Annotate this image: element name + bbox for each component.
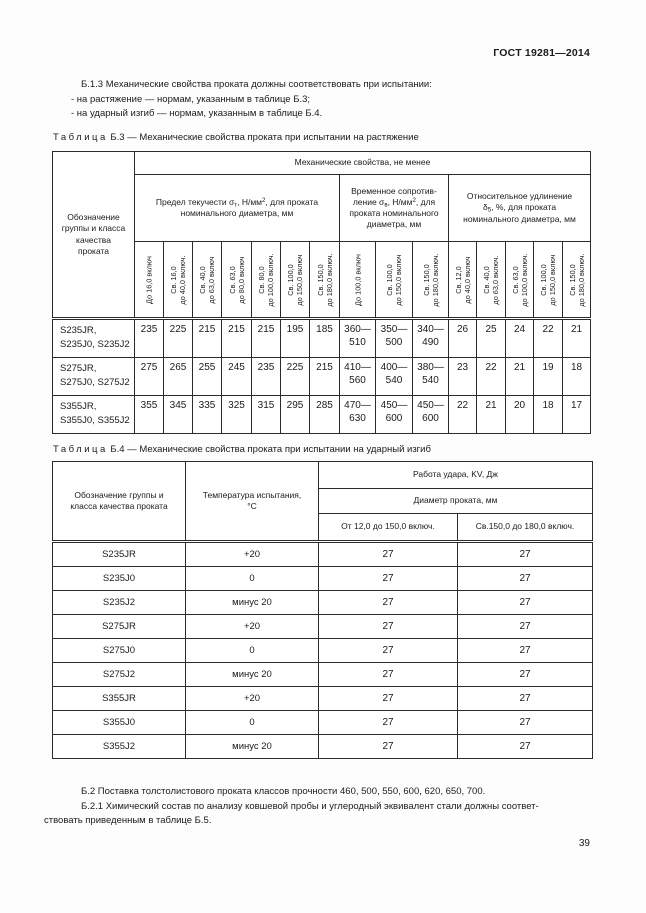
- b4-kv-cell: 27: [458, 663, 593, 687]
- table-b4-caption: [53, 444, 431, 455]
- b3-diameter-range-header: [534, 242, 563, 319]
- b4-temp-cell: минус 20: [186, 663, 319, 687]
- b4-temp-cell: 0: [186, 711, 319, 735]
- b4-kv-cell: 27: [319, 663, 458, 687]
- standard-number: ГОСТ 19281—2014: [493, 47, 590, 59]
- vertical-label: Св. 150,0 до 180,0 включ.: [567, 252, 586, 307]
- vertical-label: Св. 100,0 до 150,0 включ: [384, 253, 403, 306]
- intro-line-3: - на ударный изгиб — нормам, указанным в таблице Б.4.: [71, 108, 323, 119]
- b4-row: [53, 591, 593, 615]
- b4-kv-cell: 27: [319, 639, 458, 663]
- b3-value-cell: 295: [281, 396, 310, 434]
- b3-value-cell: 19: [534, 358, 563, 396]
- b3-value-cell: 235: [252, 358, 281, 396]
- b3-value-cell: 225: [281, 358, 310, 396]
- b3-diameter-range-header: [310, 242, 340, 319]
- b3-row: [53, 319, 591, 358]
- b3-diameter-range-header: [506, 242, 534, 319]
- b3-value-cell: 25: [477, 319, 506, 358]
- intro-line-2: - на растяжение — нормам, указанным в таблице Б.3;: [71, 93, 311, 105]
- b3-mechanical-properties-header: Механические свойства, не менее: [135, 152, 591, 175]
- b4-kv-cell: 27: [319, 687, 458, 711]
- b3-designation-line: качества: [76, 234, 111, 245]
- outro-line-1: Б.2 Поставка толстолистового проката классов прочности 460, 500, 550, 600, 620, 650, 700.: [81, 786, 486, 797]
- b4-grade-cell: S355J2: [53, 735, 186, 759]
- subscript: 5: [487, 206, 492, 214]
- b4-kv-cell: 27: [319, 711, 458, 735]
- header-text: , для: [415, 196, 436, 207]
- b4-row: [53, 687, 593, 711]
- header-text: ление σ: [352, 196, 385, 207]
- outro-line-3: ствовать приведенным в таблице Б.5.: [44, 815, 212, 826]
- b4-range-1-header: От 12,0 до 150,0 включ.: [319, 514, 458, 542]
- b3-value-cell: 22: [534, 319, 563, 358]
- b4-designation-header: Обозначение группы и класса качества проката: [53, 462, 186, 542]
- vertical-label: Св. 100,0 до 150,0 включ: [285, 253, 304, 306]
- caption-text: — Механические свойства проката при испытании на растяжение: [127, 132, 419, 143]
- b4-diameter-header: Диаметр проката, мм: [319, 489, 593, 514]
- vertical-label: До 16,0 включ: [144, 255, 154, 304]
- outro-line-2: Б.2.1 Химический состав по анализу ковшевой пробы и углеродный эквивалент стали должны соответ-: [81, 800, 539, 812]
- b3-elongation-header: [449, 175, 591, 242]
- header-text: Временное сопротив-: [351, 185, 437, 196]
- outro-paragraph: [44, 785, 594, 829]
- b4-kv-cell: 27: [458, 615, 593, 639]
- b3-value-cell: 18: [563, 358, 591, 396]
- b3-designation-line: проката: [77, 245, 110, 256]
- b3-value-cell: 335: [193, 396, 222, 434]
- vertical-label: Св. 100,0 до 150,0 включ: [538, 253, 557, 306]
- caption-word: Таблица: [53, 132, 108, 143]
- vertical-label: Св. 40,0 до 63,0 включ: [197, 255, 216, 304]
- page-number: 39: [578, 838, 590, 849]
- b4-impact-energy-header: Работа удара, KV, Дж: [319, 462, 593, 489]
- b3-value-cell: 265: [164, 358, 193, 396]
- b3-value-cell: 22: [477, 358, 506, 396]
- vertical-label: Св. 80,0 до 100,0 включ.: [256, 252, 275, 307]
- b4-temp-cell: минус 20: [186, 591, 319, 615]
- header-text: Относительное удлинение: [466, 191, 573, 202]
- header-text: Предел текучести σ: [155, 196, 235, 207]
- b3-value-cell: 285: [310, 396, 340, 434]
- b3-row: [53, 396, 591, 434]
- b3-range-cell: 350— 500: [376, 319, 413, 358]
- b3-value-cell: 225: [164, 319, 193, 358]
- b3-value-cell: 235: [135, 319, 164, 358]
- b4-row: [53, 639, 593, 663]
- b4-temp-cell: +20: [186, 687, 319, 711]
- b3-range-cell: 380— 540: [413, 358, 449, 396]
- caption-number: Б.3: [110, 132, 125, 143]
- b3-designation-header: [53, 152, 135, 319]
- vertical-label: Св. 16,0 до 40,0 включ.: [168, 254, 187, 305]
- vertical-label: Св. 150,0 до 180,0 включ.: [421, 252, 440, 307]
- b3-value-cell: 18: [534, 396, 563, 434]
- b4-kv-cell: 27: [458, 542, 593, 567]
- b4-kv-cell: 27: [458, 687, 593, 711]
- b3-value-cell: 355: [135, 396, 164, 434]
- b3-tensile-strength-header: [340, 175, 449, 242]
- b4-row: [53, 615, 593, 639]
- b3-range-cell: 410— 560: [340, 358, 376, 396]
- b4-kv-cell: 27: [458, 639, 593, 663]
- b4-temp-cell: 0: [186, 567, 319, 591]
- b4-kv-cell: 27: [319, 615, 458, 639]
- b3-diameter-range-header: [135, 242, 164, 319]
- b4-row: [53, 735, 593, 759]
- b3-value-cell: 215: [193, 319, 222, 358]
- b3-diameter-range-header: [413, 242, 449, 319]
- b4-grade-cell: S275JR: [53, 615, 186, 639]
- b3-row: [53, 358, 591, 396]
- b4-grade-cell: S235J0: [53, 567, 186, 591]
- b3-value-cell: 215: [310, 358, 340, 396]
- b4-grade-cell: S235J2: [53, 591, 186, 615]
- header-text: , %, для проката: [491, 202, 557, 213]
- b3-range-cell: 470— 630: [340, 396, 376, 434]
- header-text: , Н/мм: [237, 196, 263, 207]
- b3-value-cell: 21: [506, 358, 534, 396]
- header-text: проката номинального: [349, 208, 439, 218]
- caption-word: Таблица: [53, 444, 108, 455]
- b3-diameter-range-header: [281, 242, 310, 319]
- b4-grade-cell: S275J2: [53, 663, 186, 687]
- vertical-label: До 100,0 включ: [352, 253, 362, 306]
- b3-diameter-range-header: [193, 242, 222, 319]
- b3-range-cell: 360— 510: [340, 319, 376, 358]
- subscript: т: [234, 201, 238, 209]
- b3-diameter-range-header: [376, 242, 413, 319]
- b3-value-cell: 26: [449, 319, 477, 358]
- vertical-label: Св. 63,0 до 80,0 включ: [227, 255, 246, 304]
- b3-value-cell: 195: [281, 319, 310, 358]
- intro-paragraph: [44, 78, 592, 122]
- subscript: в: [384, 201, 388, 209]
- header-text: номинального диаметра, мм: [463, 213, 576, 224]
- b3-diameter-range-header: [164, 242, 193, 319]
- caption-text: — Механические свойства проката при испытании на ударный изгиб: [127, 444, 431, 455]
- b4-grade-cell: S355J0: [53, 711, 186, 735]
- b3-value-cell: 24: [506, 319, 534, 358]
- b4-temp-cell: минус 20: [186, 735, 319, 759]
- b3-value-cell: 325: [222, 396, 252, 434]
- b3-value-cell: 345: [164, 396, 193, 434]
- table-b3: [52, 151, 591, 434]
- header-text: диаметра, мм: [366, 219, 422, 230]
- b4-temp-cell: 0: [186, 639, 319, 663]
- b4-kv-cell: 27: [319, 735, 458, 759]
- b3-value-cell: 255: [193, 358, 222, 396]
- vertical-label: Св. 40,0 до 63,0 включ.: [481, 254, 500, 305]
- b3-value-cell: 215: [252, 319, 281, 358]
- b4-temp-cell: +20: [186, 542, 319, 567]
- b4-kv-cell: 27: [319, 591, 458, 615]
- b4-row: [53, 542, 593, 567]
- b3-yield-strength-header: [135, 175, 340, 242]
- b4-range-2-header: Св.150,0 до 180,0 включ.: [458, 514, 593, 542]
- header-text: , Н/мм: [387, 196, 413, 207]
- header-text: номинального диаметра, мм: [180, 208, 294, 218]
- b4-kv-cell: 27: [458, 567, 593, 591]
- header-text: δ: [482, 202, 488, 213]
- b3-value-cell: 21: [477, 396, 506, 434]
- b3-value-cell: 21: [563, 319, 591, 358]
- b3-designation-line: Обозначение: [67, 211, 120, 222]
- b3-diameter-range-header: [252, 242, 281, 319]
- b3-value-cell: 20: [506, 396, 534, 434]
- b3-grade-cell: S355JR, S355J0, S355J2: [53, 396, 135, 434]
- b4-row: [53, 567, 593, 591]
- superscript: 2: [412, 196, 416, 204]
- b3-range-cell: 340— 490: [413, 319, 449, 358]
- b4-grade-cell: S235JR: [53, 542, 186, 567]
- b3-value-cell: 22: [449, 396, 477, 434]
- b4-row: [53, 663, 593, 687]
- vertical-label: Св. 12,0 до 40,0 включ: [453, 255, 472, 304]
- b3-diameter-range-header: [563, 242, 591, 319]
- b4-temp-cell: +20: [186, 615, 319, 639]
- b4-kv-cell: 27: [319, 567, 458, 591]
- b3-value-cell: 17: [563, 396, 591, 434]
- b4-kv-cell: 27: [458, 591, 593, 615]
- b4-kv-cell: 27: [458, 735, 593, 759]
- b3-grade-cell: S275JR, S275J0, S275J2: [53, 358, 135, 396]
- superscript: 2: [262, 196, 266, 204]
- b4-grade-cell: S275J0: [53, 639, 186, 663]
- b3-range-cell: 450— 600: [376, 396, 413, 434]
- b3-value-cell: 23: [449, 358, 477, 396]
- header-text: , для проката: [265, 196, 319, 207]
- b3-value-cell: 275: [135, 358, 164, 396]
- vertical-label: Св. 150,0 до 180,0 включ.: [315, 252, 334, 307]
- caption-number: Б.4: [110, 444, 125, 455]
- b4-temperature-header: Температура испытания, °С: [186, 462, 319, 542]
- b3-value-cell: 315: [252, 396, 281, 434]
- b4-row: [53, 711, 593, 735]
- table-b4: [52, 461, 593, 759]
- b3-designation-line: группы и класса: [61, 223, 126, 234]
- b4-kv-cell: 27: [319, 542, 458, 567]
- table-b3-caption: [53, 132, 419, 143]
- b3-value-cell: 185: [310, 319, 340, 358]
- vertical-label: Св. 63,0 до 100,0 включ.: [510, 252, 529, 307]
- b3-grade-cell: S235JR, S235J0, S235J2: [53, 319, 135, 358]
- b3-value-cell: 215: [222, 319, 252, 358]
- b3-diameter-range-header: [222, 242, 252, 319]
- intro-line-1: Б.1.3 Механические свойства проката должны соответствовать при испытании:: [81, 79, 432, 90]
- b3-diameter-range-header: [449, 242, 477, 319]
- b3-range-cell: 450— 600: [413, 396, 449, 434]
- b4-grade-cell: S355JR: [53, 687, 186, 711]
- b3-diameter-range-header: [340, 242, 376, 319]
- b3-diameter-range-header: [477, 242, 506, 319]
- b3-value-cell: 245: [222, 358, 252, 396]
- b3-range-cell: 400— 540: [376, 358, 413, 396]
- b4-kv-cell: 27: [458, 711, 593, 735]
